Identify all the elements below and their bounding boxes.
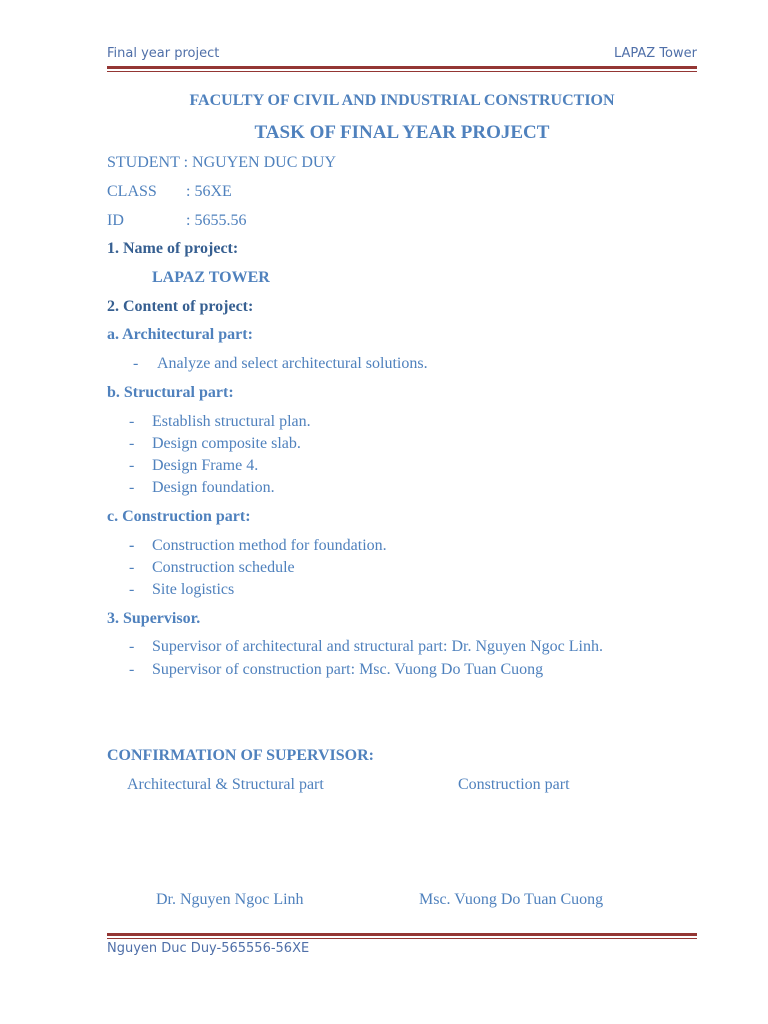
supervisor-item: Supervisor of construction part: Msc. Vuong Do Tuan Cuong [152, 661, 544, 678]
list-bullet: - [129, 413, 135, 430]
list-bullet: - [129, 537, 135, 554]
section2-heading: 2. Content of project: [107, 298, 254, 315]
header-rule-thin [107, 71, 697, 72]
confirmation-left-label: Architectural & Structural part [127, 776, 324, 793]
task-title: TASK OF FINAL YEAR PROJECT [254, 122, 550, 143]
id-label: ID [107, 212, 124, 229]
class-label: CLASS [107, 183, 157, 200]
signature-left-name: Dr. Nguyen Ngoc Linh [156, 891, 304, 908]
list-bullet: - [129, 457, 135, 474]
student-line: STUDENT : NGUYEN DUC DUY [107, 154, 337, 171]
header-left: Final year project [107, 46, 220, 61]
header-right: LAPAZ Tower [613, 46, 697, 61]
constr-item: Site logistics [152, 581, 235, 598]
list-bullet: - [129, 479, 135, 496]
project-name: LAPAZ TOWER [152, 269, 270, 286]
section3-heading: 3. Supervisor. [107, 610, 201, 627]
list-bullet: - [133, 355, 139, 372]
footer-rule-thin [107, 938, 697, 939]
confirmation-right-label: Construction part [458, 776, 570, 793]
arch-heading: a. Architectural part: [107, 326, 253, 343]
supervisor-item: Supervisor of architectural and structural part: Dr. Nguyen Ngoc Linh. [152, 638, 603, 655]
confirmation-heading: CONFIRMATION OF SUPERVISOR: [107, 747, 374, 764]
list-bullet: - [129, 661, 135, 678]
constr-item: Construction schedule [152, 559, 295, 576]
list-bullet: - [129, 638, 135, 655]
list-bullet: - [129, 435, 135, 452]
class-value: : 56XE [186, 183, 232, 200]
list-bullet: - [129, 581, 135, 598]
faculty-title: FACULTY OF CIVIL AND INDUSTRIAL CONSTRUCTION [189, 92, 615, 109]
signature-right-name: Msc. Vuong Do Tuan Cuong [419, 891, 604, 908]
struct-heading: b. Structural part: [107, 384, 234, 401]
constr-heading: c. Construction part: [107, 508, 251, 525]
list-bullet: - [129, 559, 135, 576]
arch-item: Analyze and select architectural solutions. [157, 355, 428, 372]
constr-item: Construction method for foundation. [152, 537, 387, 554]
struct-item: Establish structural plan. [152, 413, 311, 430]
struct-item: Design Frame 4. [152, 457, 259, 474]
struct-item: Design foundation. [152, 479, 275, 496]
struct-item: Design composite slab. [152, 435, 301, 452]
header-rule-thick [107, 66, 697, 69]
section1-heading: 1. Name of project: [107, 240, 239, 257]
footer-rule-thick [107, 933, 697, 936]
footer-text: Nguyen Duc Duy-565556-56XE [107, 941, 310, 956]
id-value: : 5655.56 [186, 212, 247, 229]
